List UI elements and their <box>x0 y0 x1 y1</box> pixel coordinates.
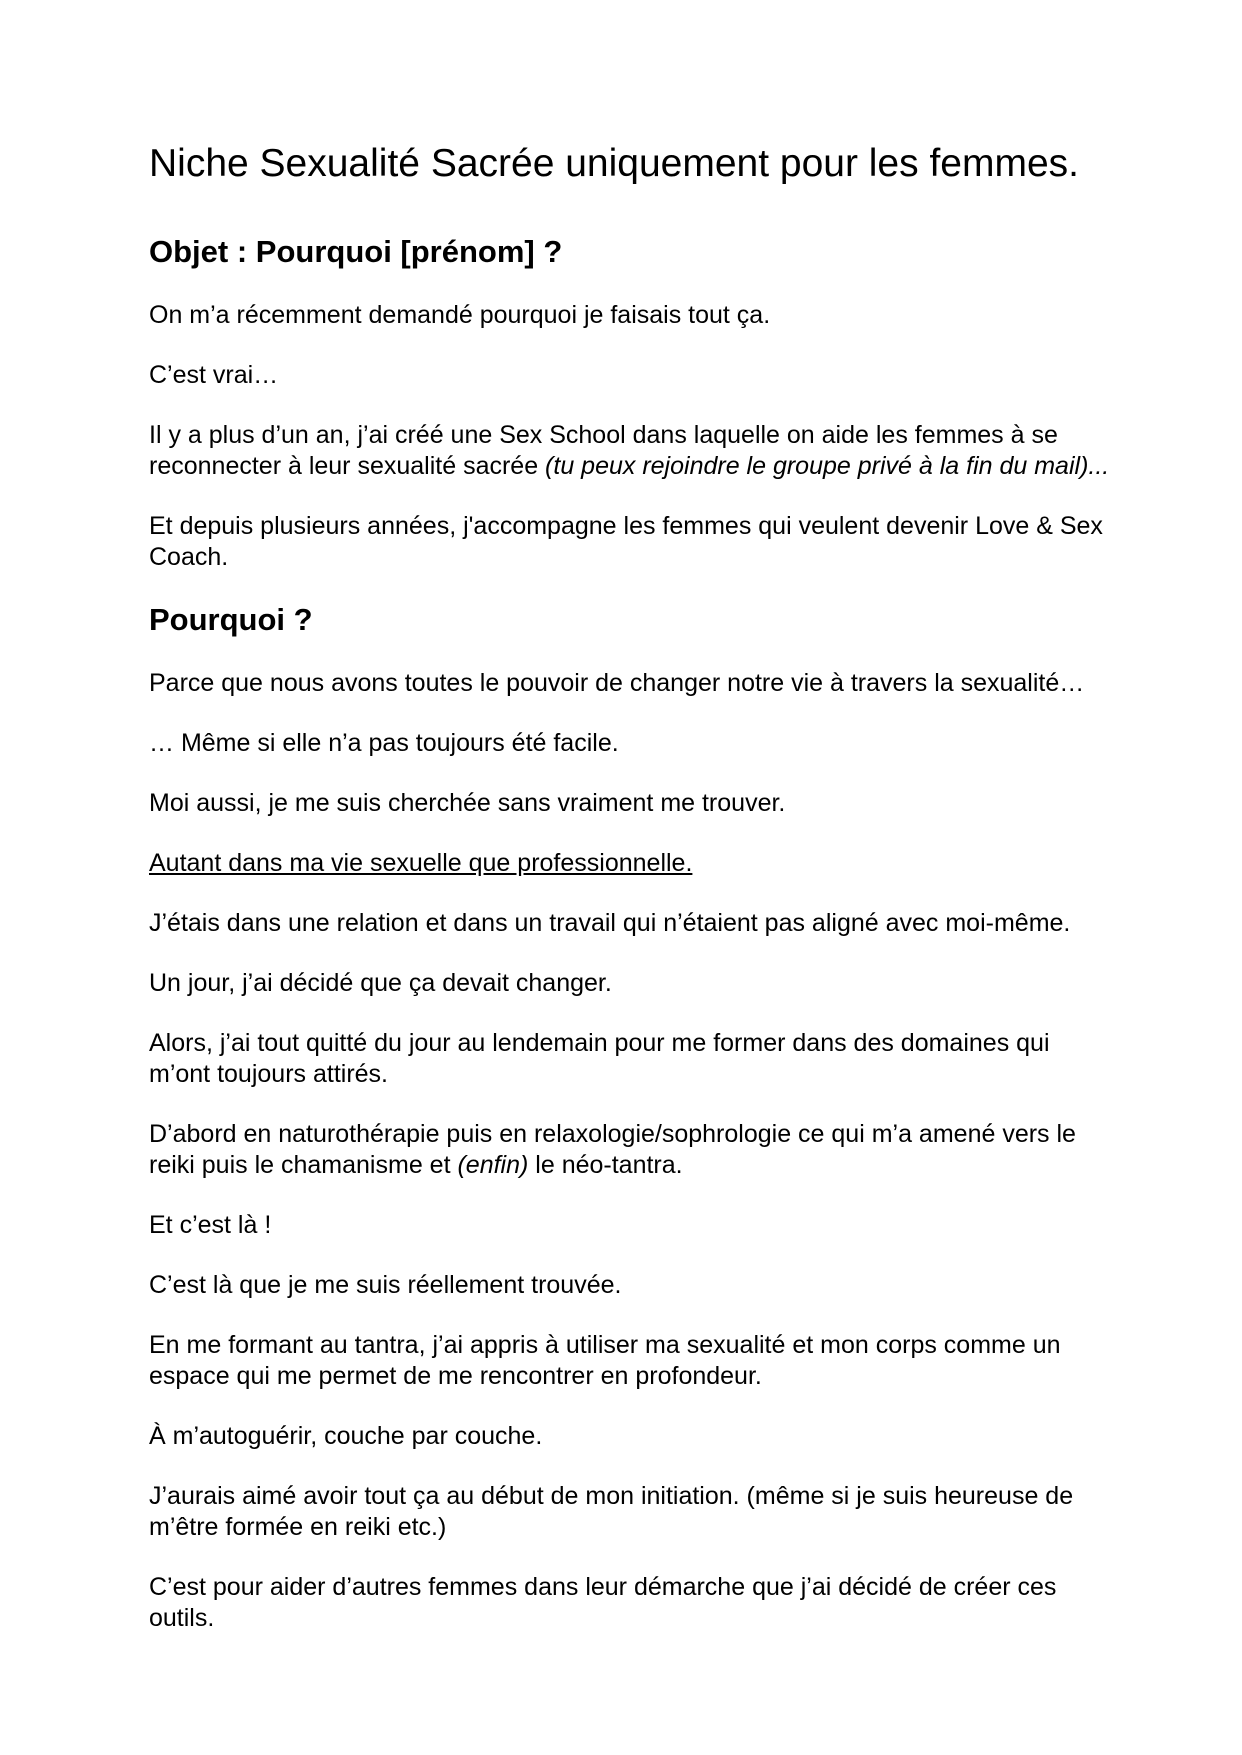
paragraph <box>149 511 1114 573</box>
text-run: On m’a récemment demandé pourquoi je faisais tout ça. <box>149 301 771 329</box>
section-heading-pourquoi: Pourquoi ? <box>149 602 313 637</box>
text-run: Il y a plus d’un an, j’ai créé une Sex School dans laquelle on aide les femmes à se reconnecter à leur sexualité sacrée <box>149 421 1058 480</box>
italic-text-run: (enfin) <box>457 1151 529 1179</box>
text-run: Et depuis plusieurs années, j'accompagne les femmes qui veulent devenir Love & Sex Coach. <box>149 512 1103 571</box>
paragraph <box>149 848 1114 879</box>
paragraph <box>149 1330 1114 1392</box>
document-title: Niche Sexualité Sacrée uniquement pour les femmes. <box>149 142 1079 185</box>
text-run: D’abord en naturothérapie puis en relaxologie/sophrologie ce qui m’a amené vers le reiki puis le chamanisme et <box>149 1120 1076 1179</box>
paragraph <box>149 420 1114 482</box>
text-run: J’aurais aimé avoir tout ça au début de mon initiation. (même si je suis heureuse de m’être formée en reiki etc.) <box>149 1482 1074 1541</box>
paragraph <box>149 788 1114 819</box>
text-run: En me formant au tantra, j’ai appris à utiliser ma sexualité et mon corps comme un espace qui me permet de me rencontrer en profondeur. <box>149 1331 1061 1390</box>
text-run: Alors, j’ai tout quitté du jour au lendemain pour me former dans des domaines qui m’ont toujours attirés. <box>149 1029 1050 1088</box>
paragraph <box>149 908 1114 939</box>
paragraph <box>149 968 1114 999</box>
paragraph <box>149 300 1114 331</box>
text-run: le néo-tantra. <box>528 1151 683 1179</box>
text-run: Et c’est là ! <box>149 1211 272 1239</box>
paragraph <box>149 360 1114 391</box>
text-run: À m’autoguérir, couche par couche. <box>149 1422 543 1450</box>
text-run: J’étais dans une relation et dans un travail qui n’étaient pas aligné avec moi-même. <box>149 909 1071 937</box>
paragraph <box>149 1270 1114 1301</box>
paragraph <box>149 668 1114 699</box>
text-run: C’est vrai… <box>149 361 279 389</box>
paragraph <box>149 1028 1114 1090</box>
text-run: Un jour, j’ai décidé que ça devait changer. <box>149 969 612 997</box>
paragraph <box>149 1481 1114 1543</box>
underlined-text-run: Autant dans ma vie sexuelle que professionnelle. <box>149 849 693 877</box>
text-run: Moi aussi, je me suis cherchée sans vraiment me trouver. <box>149 789 786 817</box>
paragraph <box>149 1119 1114 1181</box>
text-run: … Même si elle n’a pas toujours été facile. <box>149 729 619 757</box>
email-subject-heading: Objet : Pourquoi [prénom] ? <box>149 234 563 269</box>
text-run: Parce que nous avons toutes le pouvoir de changer notre vie à travers la sexualité… <box>149 669 1085 697</box>
paragraph <box>149 1572 1114 1634</box>
paragraph <box>149 1421 1114 1452</box>
italic-text-run: (tu peux rejoindre le groupe privé à la fin du mail)... <box>545 452 1110 480</box>
text-run: C’est là que je me suis réellement trouvée. <box>149 1271 622 1299</box>
text-run: C’est pour aider d’autres femmes dans leur démarche que j’ai décidé de créer ces outils. <box>149 1573 1057 1632</box>
paragraph <box>149 728 1114 759</box>
paragraph <box>149 1210 1114 1241</box>
